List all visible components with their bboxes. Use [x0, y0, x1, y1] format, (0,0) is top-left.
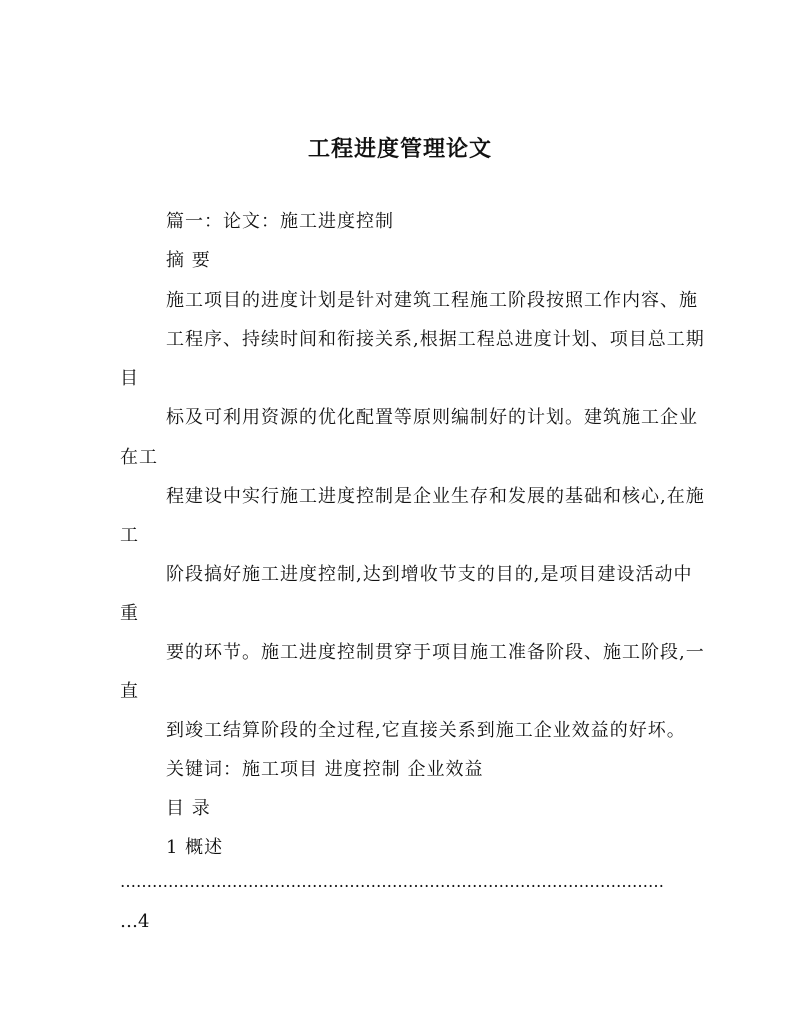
body-line: 程建设中实行施工进度控制是企业生存和发展的基础和核心,在施 [166, 486, 705, 507]
abstract-heading: 摘 要 [166, 250, 211, 271]
body-line: 重 [120, 603, 139, 624]
toc-heading: 目 录 [166, 798, 211, 819]
body-line: 在工 [120, 447, 158, 468]
body-line: 标及可利用资源的优化配置等原则编制好的计划。建筑施工企业 [166, 407, 698, 428]
body-line: 直 [120, 681, 139, 702]
body-line: 阶段搞好施工进度控制,达到增收节支的目的,是项目建设活动中 [166, 564, 693, 585]
toc-page-number: …4 [120, 911, 150, 932]
section-heading: 篇一：论文：施工进度控制 [166, 211, 394, 232]
document-title: 工程进度管理论文 [307, 137, 492, 162]
body-line: 施工项目的进度计划是针对建筑工程施工阶段按照工作内容、施 [166, 290, 698, 311]
body-line: 工程序、持续时间和衔接关系,根据工程总进度计划、项目总工期 [166, 329, 705, 350]
toc-entry: 1 概述 [166, 837, 224, 858]
body-line: 目 [120, 368, 139, 389]
body-line: 要的环节。施工进度控制贯穿于项目施工准备阶段、施工阶段,一 [166, 642, 705, 663]
body-line: 工 [120, 525, 139, 546]
keywords-line: 关键词：施工项目 进度控制 企业效益 [166, 759, 484, 780]
body-line: 到竣工结算阶段的全过程,它直接关系到施工企业效益的好坏。 [166, 720, 686, 741]
toc-leader-dots: ………………………………………………………………………………………… [120, 872, 664, 891]
